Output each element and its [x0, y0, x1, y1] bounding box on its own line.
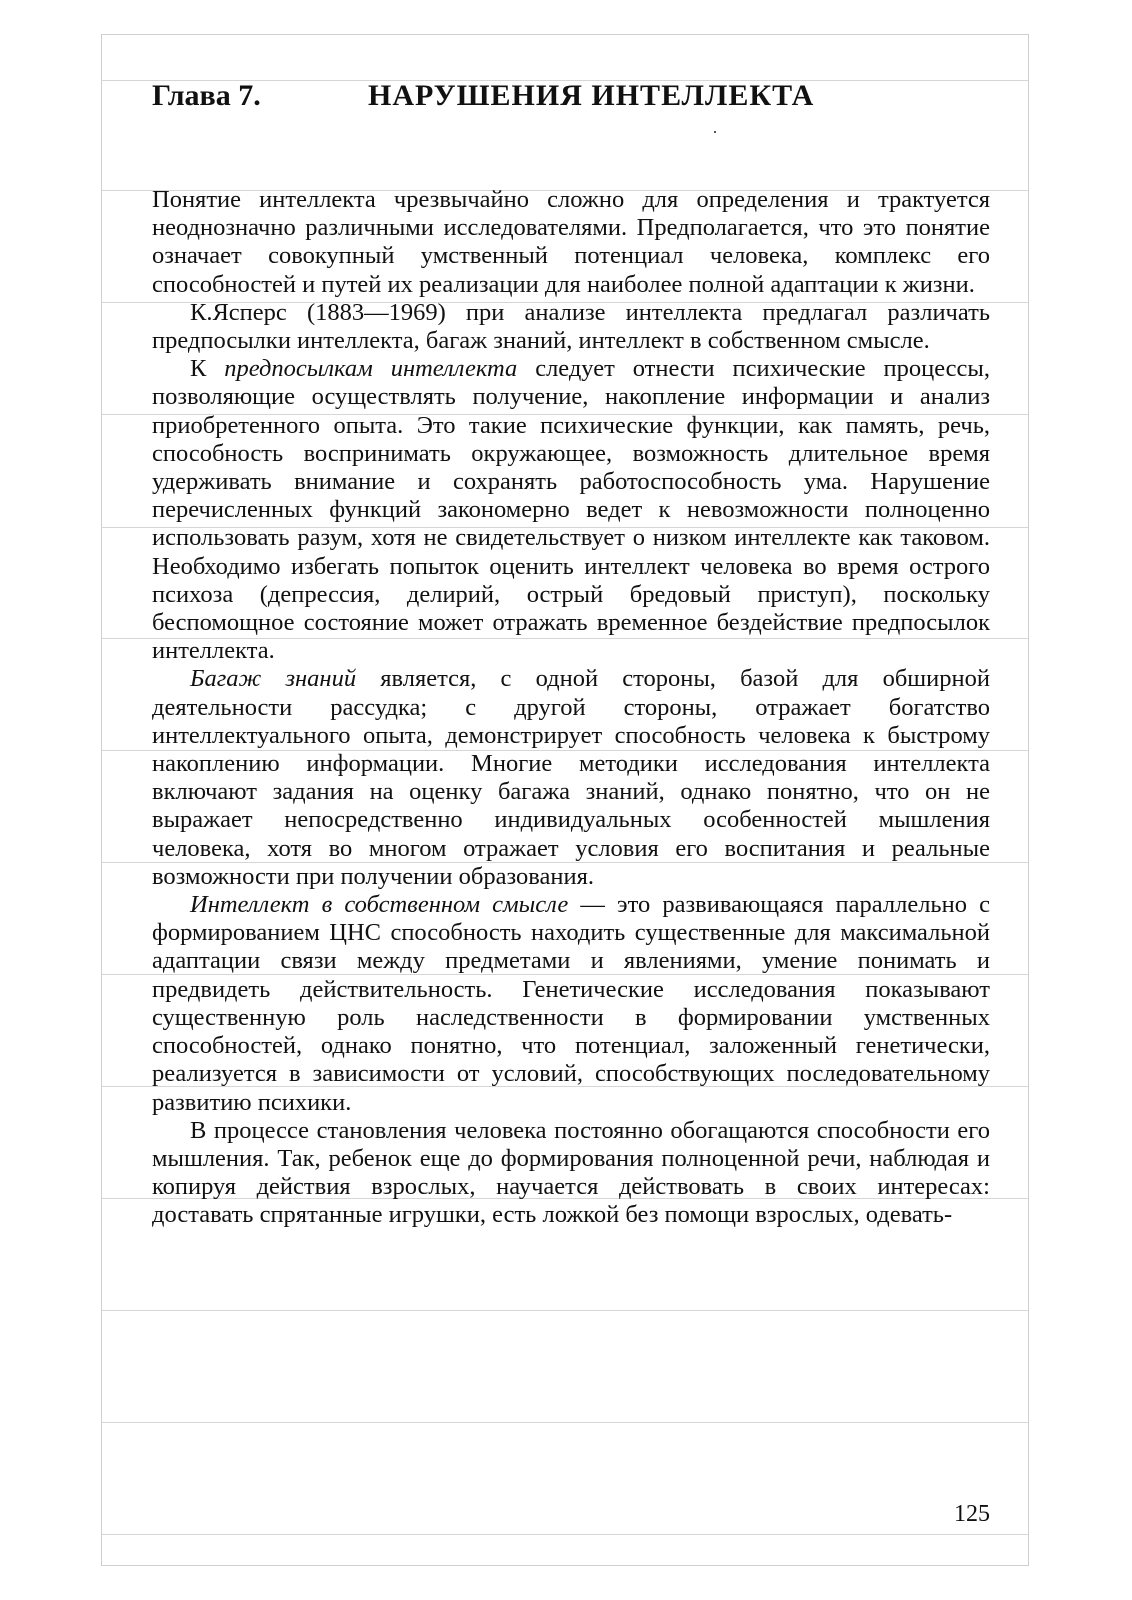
- scan-line: [101, 1310, 1029, 1311]
- chapter-heading: [152, 76, 992, 116]
- term-intellect-proper: Интеллект в собственном смысле: [190, 891, 569, 919]
- chapter-title: НАРУШЕНИЯ ИНТЕЛЛЕКТА: [368, 79, 815, 112]
- paragraph-intellect-proper: Интеллект в собственном смысле — это развивающаяся параллельно с формированием ЦНС способность находить существенные для максимальной адаптации связи между предметами и явлениями, умение понимать и предвидеть действительность. Генетические исследования показывают существенную роль наследственности в формировании умственных способностей, однако понятно, что потенциал, заложенный генетически, реализуется в зависимости от условий, способствующих последовательному развитию психики.: [152, 891, 990, 1116]
- term-knowledge: Багаж знаний: [190, 665, 357, 693]
- paragraph-prerequisites: К предпосылкам интеллекта следует отнести психические процессы, позволяющие осуществлять получение, накопление информации и анализ приобретенного опыта. Это такие психические функции, как память, речь, способность воспринимать окружающее, возможность длительное время удерживать внимание и сохранять работоспособность ума. Нарушение перечисленных функций закономерно ведет к невозможности полноценно использовать разум, хотя не свидетельствует о низком интеллекте как таковом. Необходимо избегать попыток оценить интеллект человека во время острого психоза (депрессия, делирий, острый бредовый приступ), поскольку беспомощное состояние может отражать временное бездействие предпосылок интеллекта.: [152, 355, 991, 665]
- paragraph-jaspers: К.Ясперс (1883—1969) при анализе интеллекта предлагал различать предпосылки интеллекта, багаж знаний, интеллект в собственном смысле.: [152, 298, 990, 355]
- scan-line: [101, 1534, 1029, 1535]
- paragraph-intro: Понятие интеллекта чрезвычайно сложно для определения и трактуется неоднозначно различными исследователями. Предполагается, что это понятие означает совокупный умственный потенциал человека, комплекс его способностей и путей их реализации для наиболее полной адаптации к жизни.: [152, 186, 990, 298]
- paragraph-development: В процессе становления человека постоянно обогащаются способности его мышления. Так, ребенок еще до формирования полноценной речи, наблюдая и копируя действия взрослых, научается действовать в своих интересах: доставать спрятанные игрушки, есть ложкой без помощи взрослых, одевать-: [152, 1116, 990, 1229]
- scan-speck: [714, 131, 716, 133]
- term-prerequisites: предпосылкам интеллекта: [224, 355, 518, 383]
- chapter-number: Глава 7.: [152, 79, 261, 112]
- paragraph-knowledge: Багаж знаний является, с одной стороны, базой для обширной деятельности рассудка; с другой стороны, отражает богатство интеллектуального опыта, демонстрирует способность человека к быстрому накоплению информации. Многие методики исследования интеллекта включают задания на оценку багажа знаний, однако понятно, что он не выражает непосредственно индивидуальных особенностей мышления человека, хотя во многом отражает условия его воспитания и реальные возможности при получении образования.: [152, 665, 990, 890]
- body-text: [152, 186, 990, 1230]
- page-number: 125: [954, 1501, 990, 1527]
- scan-line: [101, 1422, 1029, 1423]
